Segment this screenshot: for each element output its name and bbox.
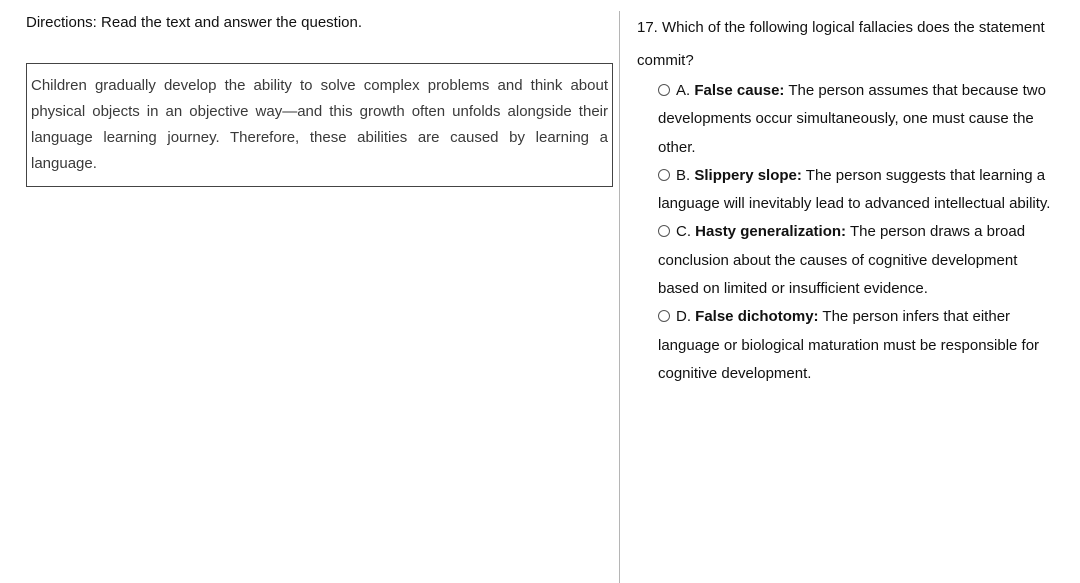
option-text: The person draws a broad conclusion about the causes of cognitive development based on limited or insufficient evidence. [658,223,1026,298]
option-term: Slippery slope: [694,166,802,184]
pane-divider [619,11,620,583]
answer-option-b[interactable] [658,162,1062,219]
option-term: False dichotomy: [695,308,819,326]
option-term: False cause: [694,82,785,99]
radio-button-icon[interactable] [658,225,670,237]
radio-button-icon[interactable] [658,84,670,96]
answer-option-d[interactable] [658,303,1062,388]
question-pane [637,11,1062,388]
option-letter: C. [676,223,691,241]
option-text: The person infers that either language or biological maturation must be responsible for cognitive development. [658,308,1040,382]
answer-options [637,77,1062,388]
option-text: The person suggests that learning a language will inevitably lead to advanced intellectual ability. [658,166,1051,213]
answer-option-a[interactable] [658,77,1062,162]
answer-option-c[interactable] [658,218,1062,303]
option-letter: A. [676,82,691,99]
directions-text: Directions: Read the text and answer the question. [26,14,363,31]
option-letter: B. [676,166,691,184]
passage-box: Children gradually develop the ability to solve complex problems and think about physical objects in an objective way—and this growth often unfolds alongside their language learning journey. Therefore, these abilities are caused by learning a language. [26,63,613,187]
option-letter: D. [676,308,691,326]
question-text: 17. Which of the following logical fallacies does the statement commit? [637,19,1045,69]
radio-button-icon[interactable] [658,310,670,322]
option-term: Hasty generalization: [695,223,847,241]
option-text: The person assumes that because two developments occur simultaneously, one must cause the other. [658,82,1046,156]
radio-button-icon[interactable] [658,169,670,181]
